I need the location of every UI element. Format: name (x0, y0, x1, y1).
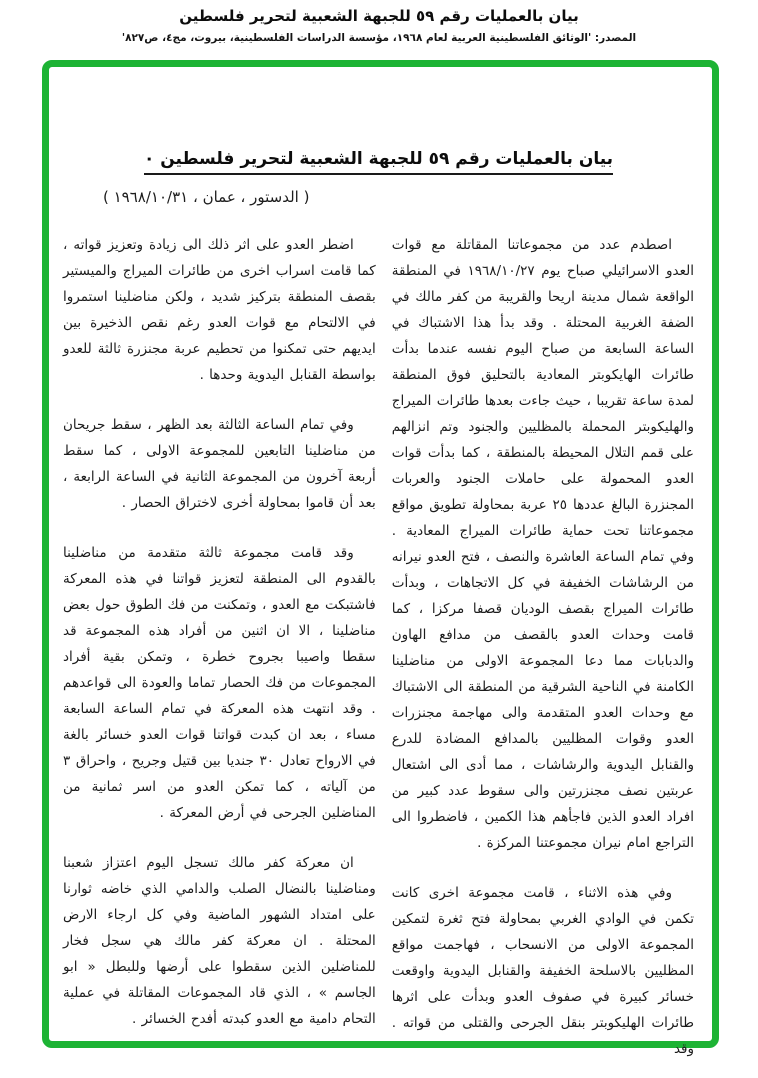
column-left (63, 232, 376, 1056)
page-header (0, 0, 758, 44)
header-title: بيان بالعمليات رقم ٥٩ للجبهة الشعبية لتحرير فلسطين (179, 7, 579, 25)
document-byline: ( الدستور ، عمان ، ١٩٦٨/١٠/٣١ ) (103, 188, 310, 206)
header-source-citation: المصدر: 'الوثائق الفلسطينية العربية لعام ١٩٦٨، مؤسسة الدراسات الفلسطينية، بيروت، مج٤، ص٨٢٧' (121, 32, 637, 44)
paragraph-left-1: اضطر العدو على اثر ذلك الى زيادة وتعزيز قواته ، كما قامت اسراب اخرى من طائرات الميراج والميستير بقصف المنطقة بتركيز شديد ، ولكن مناضلينا استمروا في الالتحام مع قوات العدو رغم نقص الذخيرة بين ايديهم حتى تمكنوا من تحطيم عربة مجنزرة ثالثة للعدو بواسطة القنابل اليدوية وحدها . (63, 237, 376, 383)
paragraph-right-2: وفي هذه الاثناء ، قامت مجموعة اخرى كانت تكمن في الوادي الغربي بمحاولة فتح ثغرة لتمكين المجموعة الاولى من الانسحاب ، فهاجمت مواقع المظليين بالاسلحة الخفيفة والقنابل اليدوية واوقعت خسائر كبيرة في صفوف العدو وبدأت على اثرها طائرات الهليكوبتر بنقل الجرحى والقتلى من قواته . وقد (391, 885, 694, 1057)
document-title-block (63, 149, 694, 175)
paragraph-right-1: اصطدم عدد من مجموعاتنا المقاتلة مع قوات العدو الاسرائيلي صباح يوم ١٩٦٨/١٠/٢٧ في المنطقة الواقعة شمال مدينة اريحا والقريبة من كفر مالك في الضفة الغربية المحتلة . وقد بدأ هذا الاشتباك في الساعة السابعة من صباح اليوم نفسه عندما بدأت طائرات الهايكوبتر المعادية بالتحليق فوق المنطقة لمدة ساعة تقريبا ، حيث جاءت بعدها طائرات الميراج والهليكوبتر المحملة بالمظليين والجنود وتم انزالهم على قمم التلال المحيطة بالمنطقة ، كما بدأت قوات العدو المحمولة على حاملات الجنود والعربات المجنزرة البالغ عددها ٢٥ عربة بمحاولة تطويق مواقع مجموعاتنا تحت حماية طائرات الميراج المعادية . وفي تمام الساعة العاشرة والنصف ، فتح العدو نيرانه من الرشاشات الخفيفة في كل الاتجاهات ، وبدأت طائرات الميراج بقصف الوديان قصفا مركزا ، كما قامت وحدات العدو بالقصف من مدافع الهاون والدبابات مما دعا المجموعة الاولى من مناضلينا الكامنة في الناحية الشرقية من المنطقة الى الاشتباك مع وحدات العدو المتقدمة والى مهاجمة مجنزرات العدو وقوات المظليين بالمدافع المضادة للدرع والقنابل اليدوية والرشاشات ، مما أدى الى اشتعال عربتين نصف مجنزرتين والى سقوط عدد كبير من افراد العدو الذين فاجأهم هذا الكمين ، فاضطروا الى التراجع امام نيران مجموعتنا المركزة . (391, 237, 694, 851)
paragraph-left-3: وقد قامت مجموعة ثالثة متقدمة من مناضلينا بالقدوم الى المنطقة لتعزيز قواتنا في هذه المعركة فاشتبكت مع العدو ، وتمكنت من فك الطوق حول بعض مناضلينا ، الا ان اثنين من أفراد هذه المجموعة قد سقطا واصيبا بجروح خطرة ، وتمكن بقية أفراد المجموعات من فك الحصار تماما والعودة الى قواعدهم . وقد انتهت هذه المعركة في تمام الساعة السابعة مساء ، بعد ان كبدت قواتنا قوات العدو خسائر بالغة في الارواح تعادل ٣٠ جنديا بين قتيل وجريح ، واحراق ٣ من آلياته ، كما تمكن العدو من اسر ثمانية من المناضلين الجرحى في أرض المعركة . (63, 545, 376, 821)
paragraph-left-4: ان معركة كفر مالك تسجل اليوم اعتزاز شعبنا ومناضلينا بالنضال الصلب والدامي الذي خاضه ثوارنا على امتداد الشهور الماضية وفي كل ارجاء الارض المحتلة . ان معركة كفر مالك هي سجل فخار للمناضلين الذين سقطوا على أرضها وللبطل « ابو الجاسم » ، الذي قاد المجموعات المقاتلة في عملية التحام دامية مع العدو كبدته أفدح الخسائر . (63, 855, 376, 1027)
column-right (392, 232, 694, 1078)
document-title: بيان بالعمليات رقم ٥٩ للجبهة الشعبية لتحرير فلسطين ٠ (144, 149, 613, 175)
green-frame (42, 60, 719, 1057)
document-columns (63, 232, 694, 1078)
paragraph-left-2: وفي تمام الساعة الثالثة بعد الظهر ، سقط جريحان من مناضلينا التابعين للمجموعة الاولى ، كما سقط أربعة آخرون من المجموعة الثانية في الساعة الرابعة ، بعد أن قاموا بمحاولة أخرى لاختراق الحصار . (63, 417, 376, 511)
